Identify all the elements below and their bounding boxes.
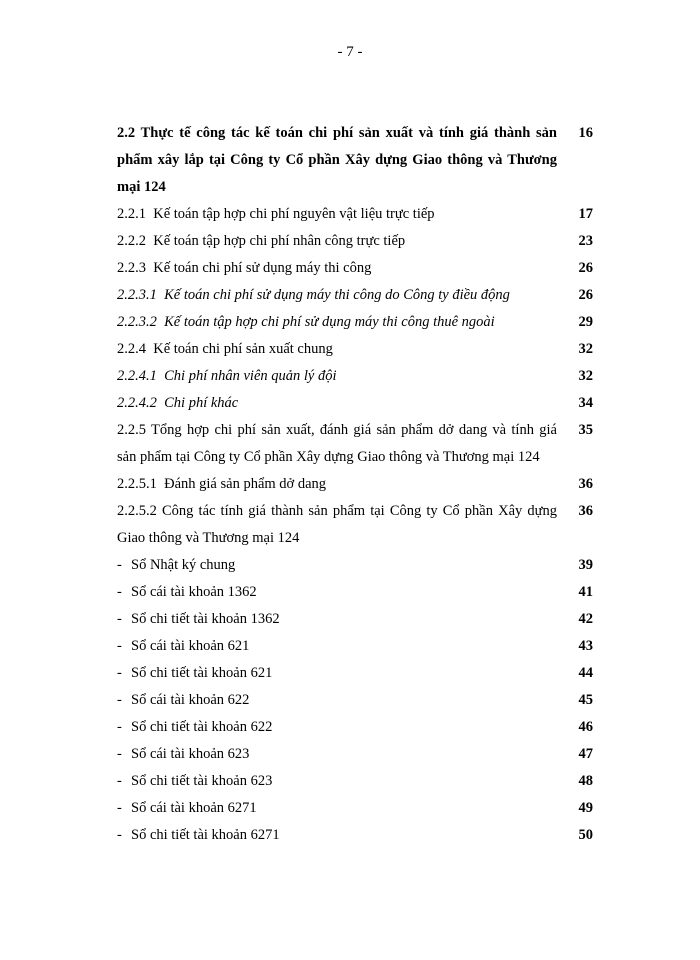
toc-entry-page: 35 — [578, 422, 593, 438]
toc-entry-line: Sổ chi tiết tài khoản 621 — [131, 665, 273, 681]
toc-entry — [117, 255, 593, 282]
toc-entry-line: 2.2.5.1 Đánh giá sản phẩm dở dang — [117, 476, 327, 492]
toc-entry-page: 42 — [578, 611, 593, 627]
toc-entry-line: 2.2.2 Kế toán tập hợp chi phí nhân công trực tiếp — [117, 233, 406, 249]
toc-entry — [117, 606, 593, 633]
toc-entry-title — [117, 606, 557, 633]
toc-entry-title — [117, 255, 557, 282]
toc-entry-page: 32 — [578, 368, 593, 384]
toc-entry-line: 2.2.1 Kế toán tập hợp chi phí nguyên vật liệu trực tiếp — [117, 206, 435, 222]
toc-entry-title — [117, 390, 557, 417]
toc-entry — [117, 552, 593, 579]
toc-entry-line: Sổ Nhật ký chung — [131, 557, 236, 573]
bullet-dash: - — [117, 692, 122, 708]
toc-entry-line: 2.2.4 Kế toán chi phí sản xuất chung — [117, 341, 333, 357]
toc-entry — [117, 471, 593, 498]
bullet-dash: - — [117, 773, 122, 789]
toc-entry-title — [117, 309, 557, 336]
toc-entry-page: 41 — [578, 584, 593, 600]
toc-entry-line: 2.2.3.1 Kế toán chi phí sử dụng máy thi công do Công ty điều động — [117, 287, 510, 303]
toc-entry-line: 2.2.4.2 Chi phí khác — [117, 395, 239, 411]
toc-entry — [117, 417, 593, 471]
table-of-contents — [117, 120, 593, 849]
toc-entry-page: 50 — [578, 827, 593, 843]
toc-entry-title — [117, 498, 557, 552]
toc-entry-page: 29 — [578, 314, 593, 330]
toc-entry-page: 46 — [578, 719, 593, 735]
toc-entry-page: 34 — [578, 395, 593, 411]
toc-entry-title — [117, 633, 557, 660]
toc-entry-page: 44 — [578, 665, 593, 681]
toc-entry-title — [117, 201, 557, 228]
toc-entry — [117, 282, 593, 309]
toc-entry-title — [117, 336, 557, 363]
bullet-dash: - — [117, 827, 122, 843]
toc-entry — [117, 687, 593, 714]
toc-entry-line: Sổ cái tài khoản 1362 — [131, 584, 257, 600]
toc-entry — [117, 822, 593, 849]
toc-entry-line: 2.2.3 Kế toán chi phí sử dụng máy thi công — [117, 260, 372, 276]
toc-entry-title — [117, 120, 557, 201]
toc-entry — [117, 120, 593, 201]
toc-entry-line: Sổ chi tiết tài khoản 1362 — [131, 611, 280, 627]
toc-entry-page: 26 — [578, 260, 593, 276]
toc-entry-page: 48 — [578, 773, 593, 789]
toc-entry — [117, 336, 593, 363]
toc-entry-line: 2.2.5 Tổng hợp chi phí sản xuất, đánh giá sản phẩm dở dang và tính giá — [117, 422, 557, 438]
bullet-dash: - — [117, 746, 122, 762]
toc-entry-page: 47 — [578, 746, 593, 762]
toc-entry — [117, 201, 593, 228]
toc-entry — [117, 795, 593, 822]
toc-entry-line: 2.2 Thực tế công tác kế toán chi phí sản xuất và tính giá thành sản — [117, 125, 557, 141]
toc-entry-line: Sổ chi tiết tài khoản 622 — [131, 719, 273, 735]
toc-entry-title — [117, 687, 557, 714]
toc-entry-title — [117, 282, 557, 309]
toc-entry — [117, 741, 593, 768]
toc-entry-line: Sổ cái tài khoản 622 — [131, 692, 250, 708]
toc-entry-page: 36 — [578, 476, 593, 492]
toc-entry-title — [117, 228, 557, 255]
toc-entry-line: Sổ chi tiết tài khoản 623 — [131, 773, 273, 789]
toc-entry — [117, 633, 593, 660]
bullet-dash: - — [117, 584, 122, 600]
toc-entry — [117, 768, 593, 795]
toc-entry-page: 45 — [578, 692, 593, 708]
toc-entry-title — [117, 768, 557, 795]
bullet-dash: - — [117, 611, 122, 627]
toc-entry-title — [117, 795, 557, 822]
toc-entry-line: Sổ cái tài khoản 6271 — [131, 800, 257, 816]
bullet-dash: - — [117, 719, 122, 735]
toc-entry-line: Sổ cái tài khoản 623 — [131, 746, 250, 762]
toc-entry-line: Sổ cái tài khoản 621 — [131, 638, 250, 654]
toc-entry-title — [117, 471, 557, 498]
toc-entry-page: 49 — [578, 800, 593, 816]
toc-entry-title — [117, 579, 557, 606]
toc-entry-line: 2.2.3.2 Kế toán tập hợp chi phí sử dụng máy thi công thuê ngoài — [117, 314, 495, 330]
toc-entry-line: phẩm xây lắp tại Công ty Cổ phần Xây dựng Giao thông và Thương — [117, 152, 557, 168]
toc-entry — [117, 714, 593, 741]
bullet-dash: - — [117, 800, 122, 816]
toc-entry-title — [117, 660, 557, 687]
toc-entry — [117, 228, 593, 255]
toc-entry-page: 36 — [578, 503, 593, 519]
toc-entry-line: Sổ chi tiết tài khoản 6271 — [131, 827, 280, 843]
toc-entry-page: 23 — [578, 233, 593, 249]
toc-entry — [117, 363, 593, 390]
toc-entry-title — [117, 552, 557, 579]
toc-entry-title — [117, 741, 557, 768]
page-number: - 7 - — [337, 44, 363, 60]
toc-entry-line: 2.2.5.2 Công tác tính giá thành sản phẩm tại Công ty Cổ phần Xây dựng — [117, 503, 557, 519]
toc-entry-line: mại 124 — [117, 179, 166, 195]
toc-entry — [117, 579, 593, 606]
bullet-dash: - — [117, 557, 122, 573]
toc-entry-page: 32 — [578, 341, 593, 357]
toc-entry — [117, 390, 593, 417]
toc-entry-line: Giao thông và Thương mại 124 — [117, 530, 300, 546]
toc-entry — [117, 660, 593, 687]
toc-entry-page: 17 — [578, 206, 593, 222]
toc-entry-title — [117, 714, 557, 741]
toc-entry-line: 2.2.4.1 Chi phí nhân viên quản lý đội — [117, 368, 337, 384]
toc-entry-page: 16 — [578, 125, 593, 141]
toc-entry — [117, 498, 593, 552]
bullet-dash: - — [117, 665, 122, 681]
toc-entry-line: sản phẩm tại Công ty Cổ phần Xây dựng Giao thông và Thương mại 124 — [117, 449, 540, 465]
bullet-dash: - — [117, 638, 122, 654]
toc-entry-title — [117, 417, 557, 471]
toc-entry-page: 43 — [578, 638, 593, 654]
toc-entry-title — [117, 822, 557, 849]
toc-entry-title — [117, 363, 557, 390]
toc-entry-page: 26 — [578, 287, 593, 303]
toc-entry — [117, 309, 593, 336]
toc-entry-page: 39 — [578, 557, 593, 573]
